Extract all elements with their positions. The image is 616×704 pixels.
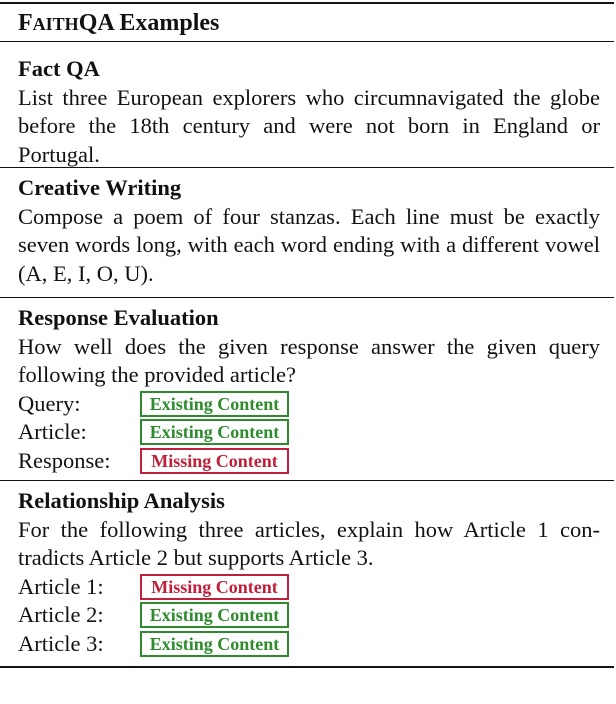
section-title: Response Evaluation [18,305,219,330]
existing-content-badge: Existing Content [140,391,289,417]
field-label: Article 3: [18,630,104,656]
existing-content-badge: Existing Content [140,631,289,657]
title-small-caps: AITH [32,14,79,34]
section-creative-writing [0,167,614,297]
section-title: Creative Writing [18,175,182,200]
field-label: Query: [18,390,81,416]
section-title: Relationship Analysis [18,488,225,513]
field-label: Article 1: [18,573,104,599]
section-prompt: List three European explorers who circumnavigated the globe before the 18th century and were not born in England or Portugal. [18,84,600,167]
section-relationship-analysis [0,480,614,666]
field-row-article [18,418,600,447]
field-label: Article: [18,419,87,444]
field-row-query [18,390,600,419]
field-label: Article 2: [18,602,104,627]
faithqa-examples-table [0,2,614,668]
section-prompt: How well does the given response answer the given query following the provided article? [18,333,600,387]
field-row-article-3 [18,630,600,659]
table-header [0,4,614,42]
field-row-response [18,447,600,476]
existing-content-badge: Existing Content [140,419,289,445]
title-initial: F [18,10,33,36]
missing-content-badge: Missing Content [140,574,289,600]
existing-content-badge: Existing Content [140,602,289,628]
field-row-article-2 [18,601,600,630]
section-fact-qa [0,42,614,167]
field-row-article-1 [18,573,600,602]
missing-content-badge: Missing Content [140,448,289,474]
title-rest: QA Examples [78,10,220,36]
section-prompt: Compose a poem of four stanzas. Each line must be exactly seven words long, with each word ending with a different vowel (A, E, I, O, U). [18,203,600,286]
field-label: Response: [18,447,111,473]
section-prompt: For the following three articles, explain how Article 1 con-tradicts Article 2 but supports Article 3. [18,516,600,570]
section-response-evaluation [0,297,614,480]
section-title: Fact QA [18,56,100,81]
